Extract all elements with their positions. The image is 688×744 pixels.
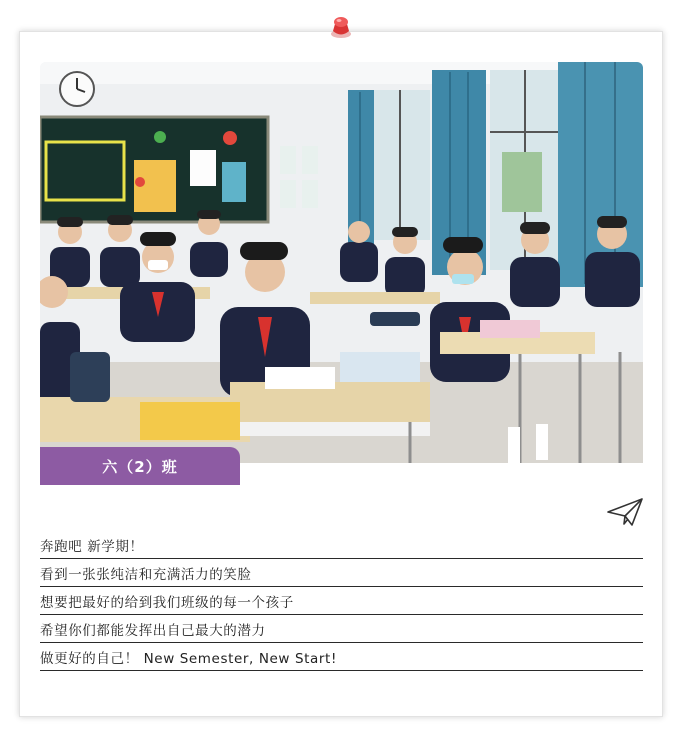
caption-line-3: 想要把最好的给到我们班级的每一个孩子 — [40, 587, 643, 615]
caption-line-1: 奔跑吧 新学期！ — [40, 531, 643, 559]
caption-line-4: 希望你们都能发挥出自己最大的潜力 — [40, 615, 643, 643]
caption-line-2: 看到一张张纯洁和充满活力的笑脸 — [40, 559, 643, 587]
classroom-photo — [40, 62, 643, 463]
pushpin-icon — [330, 14, 352, 40]
caption-line-5: 做更好的自己！ New Semester, New Start! — [40, 643, 643, 671]
caption-lines — [40, 531, 643, 671]
paper-plane-icon[interactable] — [606, 497, 644, 527]
class-label — [40, 447, 240, 485]
class-label-text: 六（2）班 — [102, 457, 178, 476]
